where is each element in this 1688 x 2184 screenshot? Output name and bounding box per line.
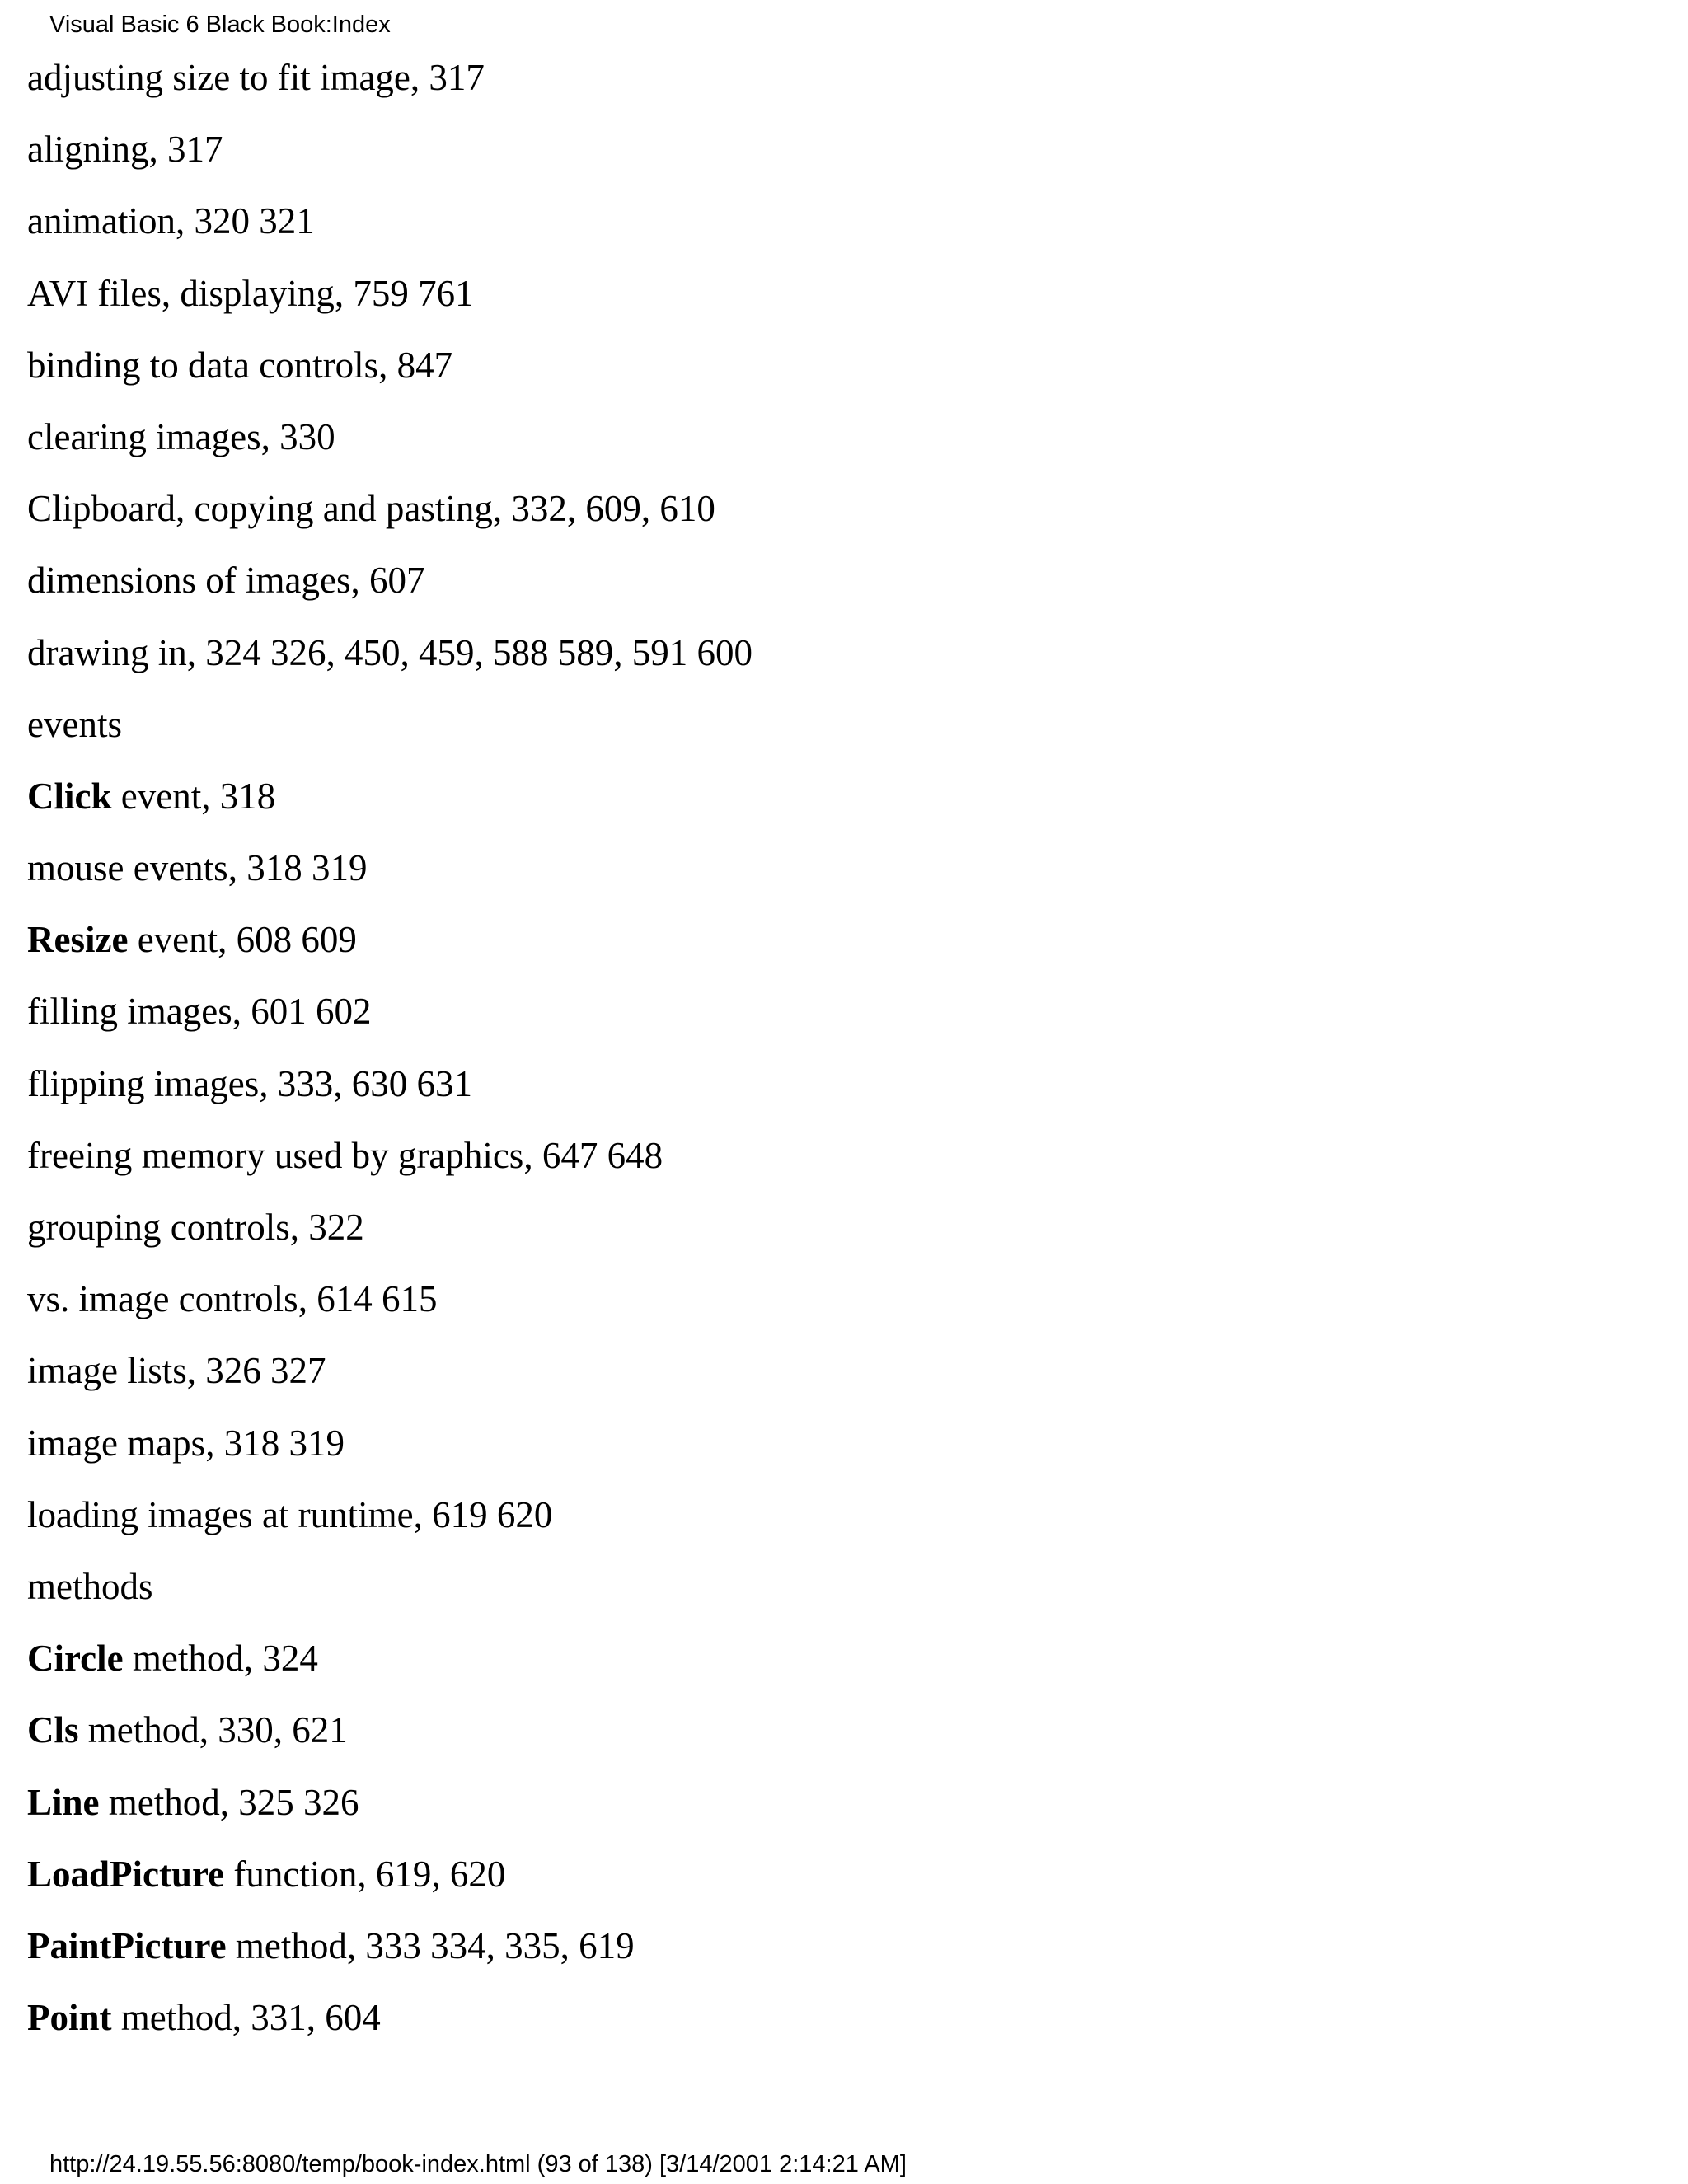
index-entry-text: animation, 320 321 bbox=[27, 200, 315, 242]
index-entry bbox=[27, 1910, 753, 1982]
index-entry bbox=[27, 617, 753, 689]
index-term: Line bbox=[27, 1781, 100, 1823]
index-entry bbox=[27, 1048, 753, 1120]
index-entry-text: Clipboard, copying and pasting, 332, 609, 610 bbox=[27, 488, 715, 530]
index-entry bbox=[27, 761, 753, 832]
index-entry-text: freeing memory used by graphics, 647 648 bbox=[27, 1134, 663, 1176]
index-entry bbox=[27, 1408, 753, 1479]
index-entry bbox=[27, 1120, 753, 1192]
index-entry bbox=[27, 689, 753, 761]
index-entry-text: function, 619, 620 bbox=[224, 1853, 506, 1895]
index-entry bbox=[27, 1623, 753, 1694]
index-entry bbox=[27, 832, 753, 904]
index-entry-text: events bbox=[27, 703, 122, 745]
index-entry-text: vs. image controls, 614 615 bbox=[27, 1278, 438, 1320]
index-term: Resize bbox=[27, 919, 129, 961]
index-entry-text: filling images, 601 602 bbox=[27, 991, 372, 1033]
index-entry bbox=[27, 1982, 753, 2054]
index-entry bbox=[27, 1694, 753, 1766]
index-term: Point bbox=[27, 1997, 112, 2039]
index-list bbox=[27, 42, 753, 2054]
index-entry-text: aligning, 317 bbox=[27, 129, 223, 171]
index-entry bbox=[27, 258, 753, 330]
index-entry bbox=[27, 330, 753, 401]
index-entry-text: AVI files, displaying, 759 761 bbox=[27, 272, 474, 314]
index-entry bbox=[27, 473, 753, 545]
index-entry bbox=[27, 185, 753, 257]
index-entry-text: method, 324 bbox=[123, 1638, 318, 1680]
index-entry-text: image lists, 326 327 bbox=[27, 1350, 326, 1392]
index-entry-text: method, 325 326 bbox=[99, 1781, 359, 1823]
index-entry-text: flipping images, 333, 630 631 bbox=[27, 1062, 472, 1104]
index-entry bbox=[27, 1192, 753, 1263]
page-header: Visual Basic 6 Black Book:Index bbox=[49, 12, 391, 38]
index-entry bbox=[27, 1335, 753, 1407]
index-term: LoadPicture bbox=[27, 1853, 225, 1895]
index-entry bbox=[27, 1479, 753, 1551]
index-entry-text: binding to data controls, 847 bbox=[27, 344, 453, 386]
index-entry-text: grouping controls, 322 bbox=[27, 1207, 364, 1248]
index-term: PaintPicture bbox=[27, 1924, 227, 1966]
index-entry-text: event, 608 609 bbox=[128, 919, 357, 961]
index-entry-text: dimensions of images, 607 bbox=[27, 560, 425, 602]
index-entry-text: methods bbox=[27, 1565, 153, 1607]
index-entry-text: adjusting size to fit image, 317 bbox=[27, 57, 485, 98]
index-entry bbox=[27, 1551, 753, 1623]
index-term: Click bbox=[27, 775, 112, 817]
index-entry bbox=[27, 1263, 753, 1335]
index-entry bbox=[27, 1839, 753, 1910]
index-entry-text: event, 318 bbox=[111, 775, 276, 817]
index-entry-text: image maps, 318 319 bbox=[27, 1422, 345, 1464]
index-entry bbox=[27, 1767, 753, 1839]
index-entry-text: drawing in, 324 326, 450, 459, 588 589, 591 600 bbox=[27, 631, 753, 673]
index-entry bbox=[27, 976, 753, 1047]
index-entry bbox=[27, 904, 753, 976]
index-entry bbox=[27, 114, 753, 185]
index-entry bbox=[27, 401, 753, 473]
page-footer-url: http://24.19.55.56:8080/temp/book-index.html (93 of 138) [3/14/2001 2:14:21 AM] bbox=[49, 2151, 907, 2177]
index-entry-text: method, 331, 604 bbox=[111, 1997, 381, 2039]
index-term: Circle bbox=[27, 1638, 124, 1680]
index-entry-text: mouse events, 318 319 bbox=[27, 847, 368, 889]
index-entry-text: method, 333 334, 335, 619 bbox=[226, 1924, 635, 1966]
index-entry-text: loading images at runtime, 619 620 bbox=[27, 1493, 553, 1535]
index-term: Cls bbox=[27, 1709, 79, 1751]
index-entry-text: clearing images, 330 bbox=[27, 415, 335, 457]
index-entry bbox=[27, 545, 753, 616]
index-entry-text: method, 330, 621 bbox=[78, 1709, 348, 1751]
index-entry bbox=[27, 42, 753, 114]
